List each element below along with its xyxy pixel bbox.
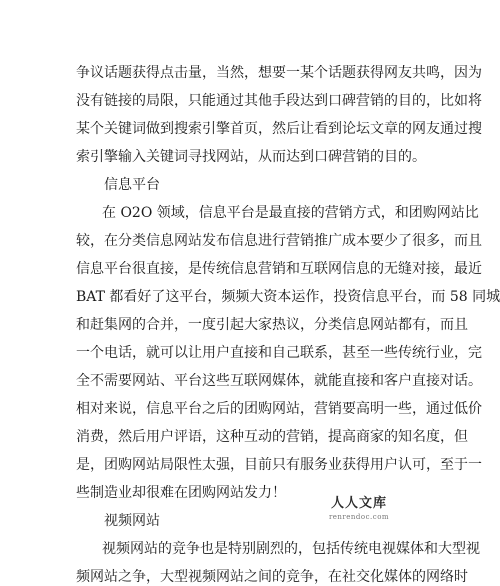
paragraph-line: 信息平台很直接，是传统信息营销和互联网信息的无缝对接，最近: [76, 261, 482, 277]
paragraph-line: 是，团购网站局限性太强，目前只有服务业获得用户认可，至于一: [76, 457, 482, 473]
section-heading: 视频网站: [104, 513, 160, 529]
paragraph-line: 频网站之争，大型视频网站之间的竞争，在社交化媒体的网络时: [76, 569, 468, 585]
paragraph-line: 和赶集网的合并，一度引起大家热议，分类信息网站都有，而且: [76, 317, 468, 333]
paragraph-line: 一个电话，就可以让用户直接和自己联系，甚至一些传统行业，完: [76, 345, 482, 361]
paragraph-line: 争议话题获得点击量，当然，想要一某个话题获得网友共鸣，因为: [76, 65, 482, 81]
paragraph-line: 在 O2O 领域，信息平台是最直接的营销方式，和团购网站比: [102, 205, 479, 221]
watermark-logo: [318, 496, 400, 530]
paragraph-line: 某个关键词做到搜索引擎首页，然后让看到论坛文章的网友通过搜: [76, 121, 482, 137]
paragraph-line: 相对来说，信息平台之后的团购网站，营销要高明一些，通过低价: [76, 401, 482, 417]
paragraph-line: 视频网站的竞争也是特别剧烈的，包括传统电视媒体和大型视: [102, 541, 480, 557]
paragraph-line: 些制造业却很难在团购网站发力！: [76, 485, 286, 501]
paragraph-line: 全不需要网站、平台这些互联网媒体，就能直接和客户直接对话。: [76, 373, 482, 389]
watermark-title: 人人文库: [330, 496, 387, 511]
paragraph-line: 消费，然后用户评语，这种互动的营销，提高商家的知名度，但: [76, 429, 468, 445]
paragraph-line: 较，在分类信息网站发布信息进行营销推广成本要少了很多，而且: [76, 233, 482, 249]
section-heading: 信息平台: [104, 177, 160, 193]
paragraph-line: 没有链接的局限，只能通过其他手段达到口碑营销的目的，比如将: [76, 93, 482, 109]
paragraph-line: BAT 都看好了这平台，频频大资本运作，投资信息平台，而 58 同城: [76, 289, 500, 305]
paragraph-line: 索引擎输入关键词寻找网站，从而达到口碑营销的目的。: [76, 149, 426, 165]
watermark-subtitle: renrendoc.com: [328, 513, 390, 521]
